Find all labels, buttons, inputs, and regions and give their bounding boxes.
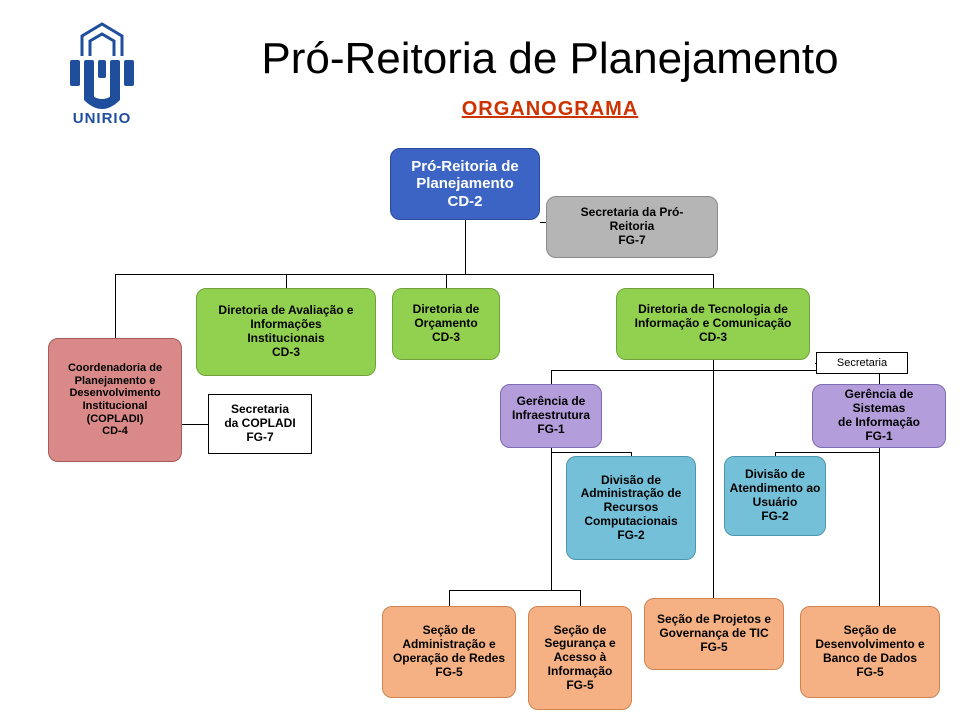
node-secao-desenvolvimento-banco-dados[interactable] <box>800 606 940 698</box>
connector <box>182 424 208 425</box>
node-label: Divisão de Atendimento ao Usuário FG-2 <box>729 467 821 523</box>
node-label: Pró-Reitoria de Planejamento CD-2 <box>411 158 519 210</box>
node-label: Secretaria da COPLADI FG-7 <box>224 402 296 444</box>
connector <box>449 590 580 591</box>
node-label: Seção de Segurança e Acesso à Informação FG-5 <box>544 622 616 692</box>
node-label: Diretoria de Tecnologia de Informação e Comunicação CD-3 <box>634 302 792 344</box>
connector <box>551 452 631 453</box>
node-diretoria-orcamento[interactable] <box>392 288 500 360</box>
node-label: Secretaria da Pró- Reitoria FG-7 <box>580 205 684 247</box>
connector <box>713 370 714 598</box>
connector <box>580 590 581 606</box>
node-label: Gerência de Infraestrutura FG-1 <box>511 394 591 436</box>
node-gerencia-infraestrutura[interactable] <box>500 384 602 448</box>
connector <box>286 274 287 288</box>
node-secao-projetos-governanca-tic[interactable] <box>644 598 784 670</box>
connector <box>551 448 552 590</box>
connector <box>879 448 880 606</box>
node-secretaria-pro-reitoria[interactable] <box>546 196 718 258</box>
node-label: Diretoria de Orçamento CD-3 <box>412 302 480 344</box>
node-label: Coordenadoria de Planejamento e Desenvolvimento Institucional (COPLADI) CD-4 <box>67 362 163 438</box>
connector <box>115 274 713 275</box>
node-label: Secretaria <box>836 356 888 369</box>
node-pro-reitoria-planejamento[interactable] <box>390 148 540 220</box>
connector <box>449 590 450 606</box>
node-divisao-atendimento-usuario[interactable] <box>724 456 826 536</box>
node-diretoria-tecnologia-informacao[interactable] <box>616 288 810 360</box>
node-label: Seção de Desenvolvimento e Banco de Dados FG-5 <box>815 623 925 679</box>
organogram-subtitle: ORGANOGRAMA <box>461 98 639 120</box>
node-secao-seguranca-acesso-informacao[interactable] <box>528 606 632 710</box>
node-gerencia-sistemas-informacao[interactable] <box>812 384 946 448</box>
node-label: Seção de Projetos e Governança de TIC FG-5 <box>656 612 772 654</box>
connector <box>465 220 466 274</box>
logo-label: UNIRIO <box>72 110 132 127</box>
node-coordenadoria-copladi[interactable] <box>48 338 182 462</box>
node-secretaria-tic[interactable] <box>816 352 908 374</box>
connector <box>713 274 714 288</box>
unirio-logo <box>46 22 158 134</box>
node-label: Divisão de Administração de Recursos Computacionais FG-2 <box>580 472 682 542</box>
node-secretaria-copladi[interactable] <box>208 394 312 454</box>
node-label: Diretoria de Avaliação e Informações Institucionais CD-3 <box>218 303 354 359</box>
connector <box>551 370 552 384</box>
node-divisao-administracao-recursos[interactable] <box>566 456 696 560</box>
page-title: Pró-Reitoria de Planejamento <box>261 34 839 83</box>
node-secao-administracao-operacao-redes[interactable] <box>382 606 516 698</box>
node-label: Seção de Administração e Operação de Redes FG-5 <box>392 623 506 679</box>
connector <box>775 452 879 453</box>
connector <box>713 360 714 370</box>
connector <box>446 274 447 288</box>
node-diretoria-avaliacao-informacoes[interactable] <box>196 288 376 376</box>
node-label: Gerência de Sistemas de Informação FG-1 <box>837 387 921 443</box>
